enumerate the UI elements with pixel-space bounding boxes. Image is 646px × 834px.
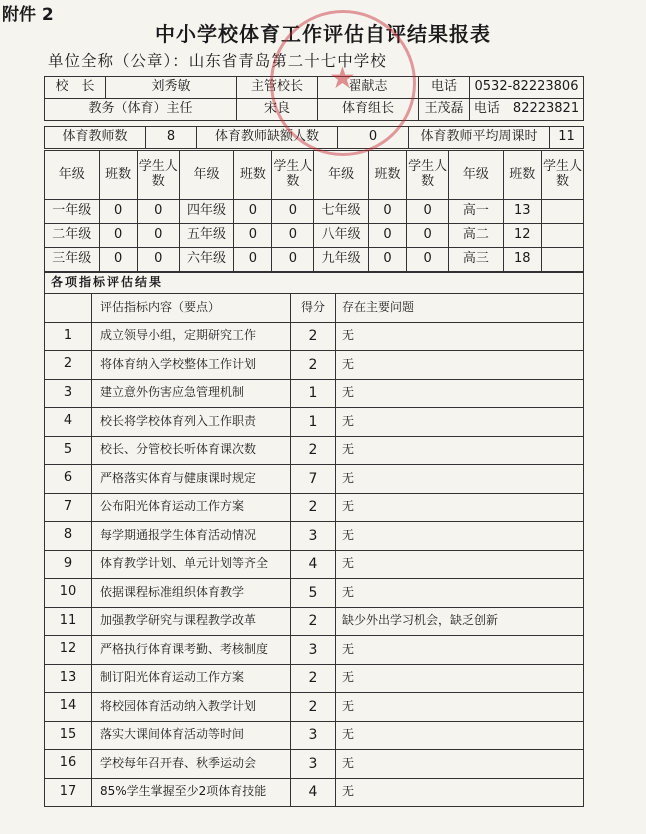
- grade-header-cell: 班数: [368, 151, 406, 200]
- grade-cell: 高三: [449, 248, 504, 272]
- section-heading: 各项指标评估结果: [45, 273, 584, 294]
- grade-cell: 五年级: [179, 224, 234, 248]
- phone-label: 电话: [419, 77, 470, 99]
- row-number: 12: [45, 636, 92, 665]
- grade-cell: 0: [137, 224, 179, 248]
- grade-cell: 0: [234, 248, 272, 272]
- grade-cell: 0: [99, 224, 137, 248]
- indicator-problem: 无: [336, 493, 584, 522]
- table-row: [45, 351, 584, 380]
- director-label: 教务（体育）主任: [45, 99, 237, 121]
- indicator-item: 学校每年召开春、秋季运动会: [92, 750, 291, 779]
- row-number: 16: [45, 750, 92, 779]
- indicator-score: 4: [291, 550, 336, 579]
- indicator-item: 严格执行体育课考勤、考核制度: [92, 636, 291, 665]
- row-number: 9: [45, 550, 92, 579]
- indicator-problem: 无: [336, 351, 584, 380]
- row-number: 14: [45, 693, 92, 722]
- indicator-score: 2: [291, 351, 336, 380]
- grade-header-cell: 班数: [99, 151, 137, 200]
- row-number: 10: [45, 579, 92, 608]
- indicator-score: 1: [291, 379, 336, 408]
- pe-head-label: 体育组长: [318, 99, 419, 121]
- grade-cell: 0: [272, 200, 314, 224]
- table-row: [45, 550, 584, 579]
- indicator-problem: 无: [336, 550, 584, 579]
- indicator-item: 依据课程标准组织体育教学: [92, 579, 291, 608]
- table-row: [45, 493, 584, 522]
- indicator-item: 85%学生掌握至少2项体育技能: [92, 778, 291, 807]
- grade-cell: 0: [99, 248, 137, 272]
- indicator-item: 校长、分管校长听体育课次数: [92, 436, 291, 465]
- indicator-score: 7: [291, 465, 336, 494]
- indicator-score: 2: [291, 322, 336, 351]
- grade-cell: 七年级: [314, 200, 369, 224]
- grade-cell: [541, 224, 583, 248]
- indicator-score: 5: [291, 579, 336, 608]
- indicator-problem: 无: [336, 693, 584, 722]
- grade-cell: 0: [407, 224, 449, 248]
- grade-cell: [541, 248, 583, 272]
- vice-principal-name: 翟献志: [318, 77, 419, 99]
- table-row: [45, 693, 584, 722]
- grade-header-cell: 学生人数: [541, 151, 583, 200]
- indicator-problem: 无: [336, 721, 584, 750]
- indicator-problem: 无: [336, 436, 584, 465]
- row-number: 13: [45, 664, 92, 693]
- row-number: 8: [45, 522, 92, 551]
- grade-header-cell: 年级: [45, 151, 100, 200]
- grade-cell: 0: [137, 200, 179, 224]
- indicator-score: 2: [291, 693, 336, 722]
- table-row: [45, 436, 584, 465]
- grade-cell: 0: [368, 200, 406, 224]
- indicator-item: 成立领导小组，定期研究工作: [92, 322, 291, 351]
- shortage-value: 0: [338, 127, 409, 149]
- grade-cell: 0: [407, 200, 449, 224]
- row-number: 2: [45, 351, 92, 380]
- indicator-score: 3: [291, 636, 336, 665]
- indicator-item: 制订阳光体育运动工作方案: [92, 664, 291, 693]
- indicator-problem: 无: [336, 778, 584, 807]
- indicator-problem: 无: [336, 579, 584, 608]
- table-row: [45, 379, 584, 408]
- table-row: [45, 522, 584, 551]
- page-title: 中小学校体育工作评估自评结果报表: [155, 22, 491, 46]
- table-row: [45, 408, 584, 437]
- indicator-item: 严格落实体育与健康课时规定: [92, 465, 291, 494]
- hours-value: 11: [550, 127, 584, 149]
- grade-cell: 高一: [449, 200, 504, 224]
- pe-head-name: 王茂磊: [419, 99, 470, 121]
- row-number: 17: [45, 778, 92, 807]
- grade-cell: 二年级: [45, 224, 100, 248]
- grade-row: [45, 224, 584, 248]
- table-row: [45, 664, 584, 693]
- principal-name: 刘秀敏: [106, 77, 237, 99]
- row-number: 6: [45, 465, 92, 494]
- table-row: [45, 607, 584, 636]
- table-row: [45, 721, 584, 750]
- director-name: 宋良: [237, 99, 318, 121]
- grade-cell: 九年级: [314, 248, 369, 272]
- indicator-score: 4: [291, 778, 336, 807]
- table-row: [45, 579, 584, 608]
- indicator-item: 落实大课间体育活动等时间: [92, 721, 291, 750]
- table-row: [45, 636, 584, 665]
- indicator-problem: 无: [336, 636, 584, 665]
- basic-info-table: [44, 76, 584, 121]
- grade-cell: 0: [234, 224, 272, 248]
- grade-cell: 0: [99, 200, 137, 224]
- grade-header-cell: 学生人数: [137, 151, 179, 200]
- grade-cell: 0: [137, 248, 179, 272]
- grade-cell: 一年级: [45, 200, 100, 224]
- col-problem-header: 存在主要问题: [336, 294, 584, 323]
- indicator-item: 加强教学研究与课程教学改革: [92, 607, 291, 636]
- indicator-item: 建立意外伤害应急管理机制: [92, 379, 291, 408]
- indicator-score: 3: [291, 721, 336, 750]
- vice-principal-label: 主管校长: [237, 77, 318, 99]
- grade-cell: 12: [503, 224, 541, 248]
- col-score-header: 得分: [291, 294, 336, 323]
- annex-label: 附件 2: [2, 5, 54, 25]
- indicator-item: 公布阳光体育运动工作方案: [92, 493, 291, 522]
- indicator-problem: 无: [336, 379, 584, 408]
- grade-cell: 0: [272, 248, 314, 272]
- row-number: 1: [45, 322, 92, 351]
- seal-star-icon: ★: [329, 61, 356, 96]
- teacher-info-table: [44, 126, 584, 149]
- col-no-header: [45, 294, 92, 323]
- indicator-score: 2: [291, 436, 336, 465]
- unit-name: 单位全称（公章）：山东省青岛第二十七中学校: [48, 52, 387, 70]
- indicator-item: 将体育纳入学校整体工作计划: [92, 351, 291, 380]
- table-row: [45, 750, 584, 779]
- grade-cell: 0: [234, 200, 272, 224]
- indicator-problem: 无: [336, 522, 584, 551]
- grade-header-cell: 年级: [449, 151, 504, 200]
- grade-header-cell: 学生人数: [272, 151, 314, 200]
- indicator-problem: 无: [336, 664, 584, 693]
- grade-header-cell: 学生人数: [407, 151, 449, 200]
- table-row: [45, 778, 584, 807]
- row-number: 7: [45, 493, 92, 522]
- grade-cell: 18: [503, 248, 541, 272]
- grade-cell: 13: [503, 200, 541, 224]
- grade-cell: 六年级: [179, 248, 234, 272]
- row-number: 5: [45, 436, 92, 465]
- indicator-problem: 无: [336, 465, 584, 494]
- indicator-score: 3: [291, 522, 336, 551]
- table-row: [45, 465, 584, 494]
- teachers-label: 体育教师数: [45, 127, 146, 149]
- grade-cell: 0: [368, 248, 406, 272]
- indicator-problem: 无: [336, 750, 584, 779]
- indicator-problem: 无: [336, 322, 584, 351]
- phone2-cell: [470, 99, 584, 121]
- evaluation-table: [44, 272, 584, 807]
- indicator-item: 校长将学校体育列入工作职责: [92, 408, 291, 437]
- indicator-score: 1: [291, 408, 336, 437]
- row-number: 15: [45, 721, 92, 750]
- indicator-item: 每学期通报学生体育活动情况: [92, 522, 291, 551]
- grade-header-cell: 年级: [179, 151, 234, 200]
- grade-cell: 0: [368, 224, 406, 248]
- grade-cell: 三年级: [45, 248, 100, 272]
- grade-header-cell: 年级: [314, 151, 369, 200]
- grade-header-cell: 班数: [234, 151, 272, 200]
- grade-row: [45, 248, 584, 272]
- phone-value: 0532-82223806: [470, 77, 584, 99]
- principal-label: 校 长: [45, 77, 106, 99]
- col-item-header: 评估指标内容（要点）: [92, 294, 291, 323]
- indicator-problem: 缺少外出学习机会，缺乏创新: [336, 607, 584, 636]
- grade-cell: 八年级: [314, 224, 369, 248]
- table-row: [45, 322, 584, 351]
- grade-row: [45, 200, 584, 224]
- grade-cell: [541, 200, 583, 224]
- phone2-value: 82223821: [512, 101, 580, 117]
- grade-cell: 高二: [449, 224, 504, 248]
- phone2-label: 电话: [473, 101, 500, 117]
- grade-cell: 四年级: [179, 200, 234, 224]
- indicator-item: 将校园体育活动纳入教学计划: [92, 693, 291, 722]
- hours-label: 体育教师平均周课时: [409, 127, 550, 149]
- indicator-score: 2: [291, 664, 336, 693]
- grade-cell: 0: [272, 224, 314, 248]
- row-number: 3: [45, 379, 92, 408]
- shortage-label: 体育教师缺额人数: [197, 127, 338, 149]
- teachers-value: 8: [146, 127, 197, 149]
- indicator-problem: 无: [336, 408, 584, 437]
- grade-cell: 0: [407, 248, 449, 272]
- row-number: 11: [45, 607, 92, 636]
- row-number: 4: [45, 408, 92, 437]
- indicator-score: 2: [291, 607, 336, 636]
- indicator-item: 体育教学计划、单元计划等齐全: [92, 550, 291, 579]
- indicator-score: 3: [291, 750, 336, 779]
- indicator-score: 2: [291, 493, 336, 522]
- grade-header-cell: 班数: [503, 151, 541, 200]
- grade-table: [44, 150, 584, 272]
